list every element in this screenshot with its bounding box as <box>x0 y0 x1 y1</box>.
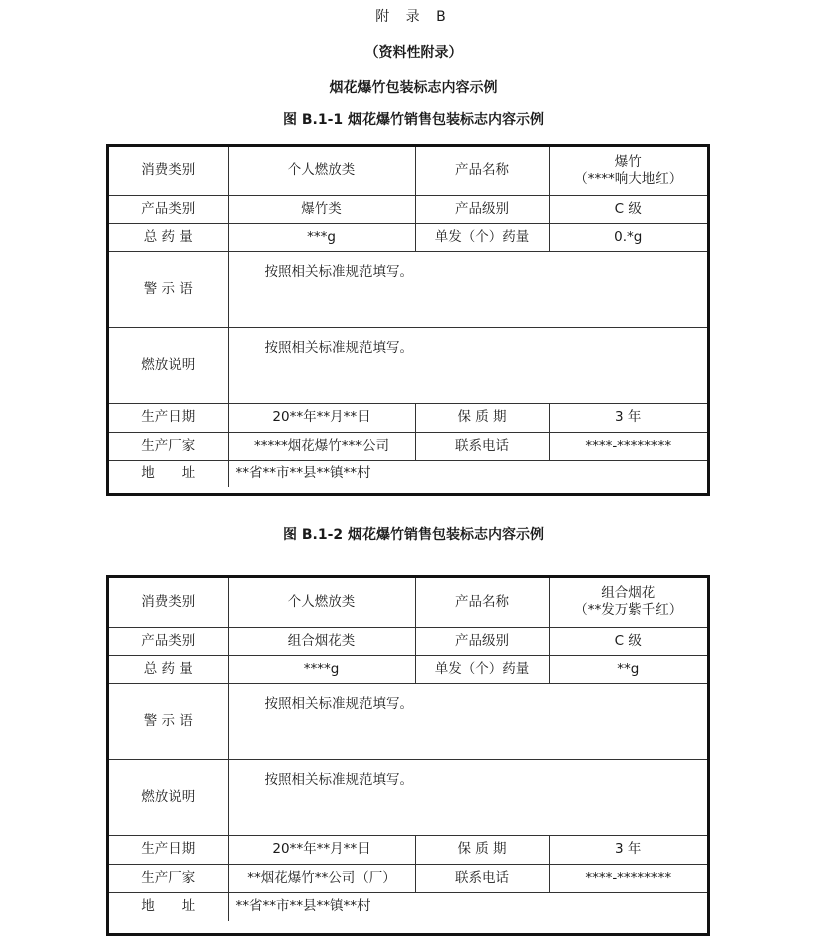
consumption-category-label: 消费类别 <box>109 147 228 195</box>
phone-label: 联系电话 <box>415 864 549 892</box>
manufacturer-label: 生产厂家 <box>109 864 228 892</box>
manufacturer-label: 生产厂家 <box>109 432 228 460</box>
instructions-label: 燃放说明 <box>109 759 228 835</box>
product-grade-value: C 级 <box>549 195 707 223</box>
single-charge-value: **g <box>549 655 707 683</box>
address-value: **省**市**县**镇**村 <box>228 460 707 487</box>
production-date-label: 生产日期 <box>109 835 228 864</box>
shelf-life-value: 3 年 <box>549 835 707 864</box>
single-charge-label: 单发（个）药量 <box>415 655 549 683</box>
consumption-category-value: 个人燃放类 <box>228 147 415 195</box>
appendix-title: 烟花爆竹包装标志内容示例 <box>329 80 498 96</box>
total-charge-label: 总 药 量 <box>109 223 228 251</box>
label-table-1 <box>106 144 710 496</box>
figure-caption-1: 图 B.1-1 烟花爆竹销售包装标志内容示例 <box>282 112 545 128</box>
product-type-value: 爆竹类 <box>228 195 415 223</box>
manufacturer-value: *****烟花爆竹***公司 <box>228 432 415 460</box>
label-table-2 <box>106 575 710 936</box>
product-name-line2: （**发万紫千红） <box>574 602 683 619</box>
product-name-line2: （****响大地红） <box>574 170 683 187</box>
production-date-value: 20**年**月**日 <box>228 835 415 864</box>
phone-label: 联系电话 <box>415 432 549 460</box>
phone-value: ****-******** <box>549 432 707 460</box>
product-name-label: 产品名称 <box>415 147 549 195</box>
shelf-life-value: 3 年 <box>549 403 707 432</box>
address-value: **省**市**县**镇**村 <box>228 892 707 921</box>
single-charge-label: 单发（个）药量 <box>415 223 549 251</box>
warning-label: 警 示 语 <box>109 251 228 327</box>
total-charge-label: 总 药 量 <box>109 655 228 683</box>
address-label: 地 址 <box>109 892 228 921</box>
product-type-label: 产品类别 <box>109 627 228 655</box>
instructions-text: 按照相关标准规范填写。 <box>228 327 707 403</box>
instructions-text: 按照相关标准规范填写。 <box>228 759 707 835</box>
product-grade-label: 产品级别 <box>415 627 549 655</box>
product-name-line1: 爆竹 <box>614 153 642 170</box>
production-date-label: 生产日期 <box>109 403 228 432</box>
instructions-label: 燃放说明 <box>109 327 228 403</box>
warning-label: 警 示 语 <box>109 683 228 759</box>
product-type-label: 产品类别 <box>109 195 228 223</box>
shelf-life-label: 保 质 期 <box>415 403 549 432</box>
product-name-value <box>549 147 707 195</box>
shelf-life-label: 保 质 期 <box>415 835 549 864</box>
total-charge-value: ****g <box>228 655 415 683</box>
warning-text: 按照相关标准规范填写。 <box>228 251 707 327</box>
product-name-line1: 组合烟花 <box>601 585 656 602</box>
appendix-heading: 附 录 B <box>375 9 452 25</box>
product-name-label: 产品名称 <box>415 578 549 627</box>
consumption-category-value: 个人燃放类 <box>228 578 415 627</box>
product-grade-value: C 级 <box>549 627 707 655</box>
phone-value: ****-******** <box>549 864 707 892</box>
address-label: 地 址 <box>109 460 228 487</box>
single-charge-value: 0.*g <box>549 223 707 251</box>
product-grade-label: 产品级别 <box>415 195 549 223</box>
product-type-value: 组合烟花类 <box>228 627 415 655</box>
total-charge-value: ***g <box>228 223 415 251</box>
consumption-category-label: 消费类别 <box>109 578 228 627</box>
production-date-value: 20**年**月**日 <box>228 403 415 432</box>
figure-caption-2: 图 B.1-2 烟花爆竹销售包装标志内容示例 <box>282 527 545 543</box>
product-name-value <box>549 578 707 627</box>
warning-text: 按照相关标准规范填写。 <box>228 683 707 759</box>
manufacturer-value: **烟花爆竹**公司（厂） <box>228 864 415 892</box>
appendix-note: （资料性附录） <box>364 45 463 61</box>
